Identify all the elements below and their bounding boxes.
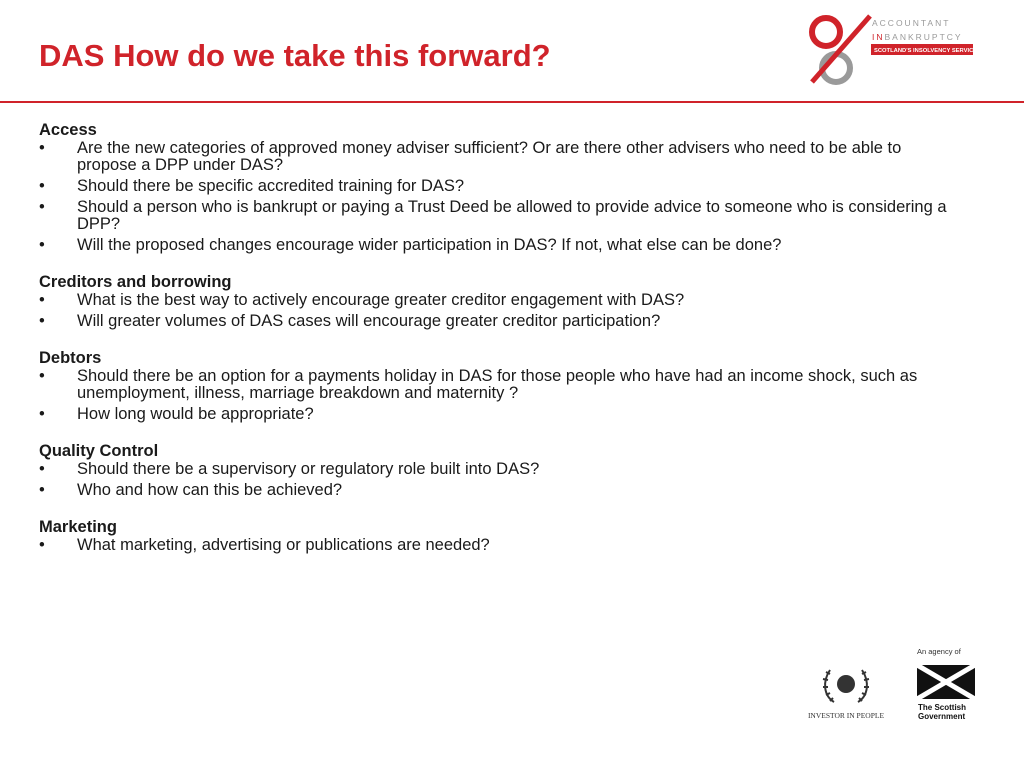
agency-label: An agency of: [917, 647, 961, 656]
gov-line1: The Scottish: [918, 703, 967, 712]
bullet-marker: •: [39, 405, 45, 423]
bullet-text: Will greater volumes of DAS cases will encourage greater creditor participation?: [77, 312, 661, 330]
bullet-marker: •: [39, 460, 45, 478]
bullet-marker: •: [39, 536, 45, 554]
bullet-marker: •: [39, 198, 45, 216]
aib-line1: ACCOUNTANT: [872, 18, 951, 28]
bullet-text: What marketing, advertising or publications are needed?: [77, 536, 490, 554]
bullet-text: Should there be a supervisory or regulatory role built into DAS?: [77, 460, 540, 478]
header-rule: [0, 101, 1024, 103]
gov-line2: Government: [918, 712, 966, 721]
section-heading: Creditors and borrowing: [39, 273, 232, 291]
aib-line2: INBANKRUPTCY: [872, 32, 963, 42]
bullet-text: Are the new categories of approved money adviser sufficient? Or are there other advisers who need to be able to propose a DPP under DAS?: [77, 139, 902, 174]
list-item: [39, 237, 959, 254]
bullet-list: [39, 537, 959, 554]
section-marketing: [39, 518, 959, 554]
list-item: [39, 461, 959, 478]
list-item: [39, 482, 959, 499]
section-quality-control: [39, 442, 959, 499]
bullet-marker: •: [39, 481, 45, 499]
list-item: [39, 199, 959, 233]
list-item: [39, 537, 959, 554]
list-item: [39, 178, 959, 195]
section-heading: Marketing: [39, 518, 117, 536]
section-access: [39, 121, 959, 254]
slide-title: DAS How do we take this forward?: [39, 38, 551, 73]
slide-content: [39, 121, 959, 573]
section-heading: Access: [39, 121, 97, 139]
list-item: [39, 292, 959, 309]
bullet-list: [39, 368, 959, 423]
bullet-text: Should there be an option for a payments holiday in DAS for those people who have had an income shock, such as unemployment, illness, marriage breakdown and maternity ?: [77, 367, 918, 402]
bullet-text: Should there be specific accredited training for DAS?: [77, 177, 465, 195]
list-item: [39, 313, 959, 330]
bullet-marker: •: [39, 367, 45, 385]
list-item: [39, 368, 959, 402]
bullet-marker: •: [39, 177, 45, 195]
aib-line3: SCOTLAND'S INSOLVENCY SERVICE: [874, 48, 978, 54]
bullet-marker: •: [39, 139, 45, 157]
bullet-list: [39, 461, 959, 499]
bullet-list: [39, 140, 959, 254]
section-heading: Debtors: [39, 349, 102, 367]
list-item: [39, 406, 959, 423]
bullet-text: How long would be appropriate?: [77, 405, 314, 423]
section-creditors: [39, 273, 959, 330]
bullet-marker: •: [39, 312, 45, 330]
scottish-government-logo: [914, 645, 984, 723]
bullet-marker: •: [39, 236, 45, 254]
bullet-marker: •: [39, 291, 45, 309]
investor-label: INVESTOR IN PEOPLE: [807, 711, 885, 720]
bullet-text: What is the best way to actively encourage greater creditor engagement with DAS?: [77, 291, 685, 309]
bullet-list: [39, 292, 959, 330]
section-heading: Quality Control: [39, 442, 159, 460]
investor-in-people-logo: [800, 660, 892, 722]
bullet-text: Should a person who is bankrupt or paying a Trust Deed be allowed to provide advice to someone who is considering a DPP?: [77, 198, 947, 233]
accountant-in-bankruptcy-logo: [800, 10, 980, 92]
list-item: [39, 140, 959, 174]
bullet-text: Who and how can this be achieved?: [77, 481, 343, 499]
bullet-text: Will the proposed changes encourage wider participation in DAS? If not, what else can be done?: [77, 236, 782, 254]
section-debtors: [39, 349, 959, 423]
